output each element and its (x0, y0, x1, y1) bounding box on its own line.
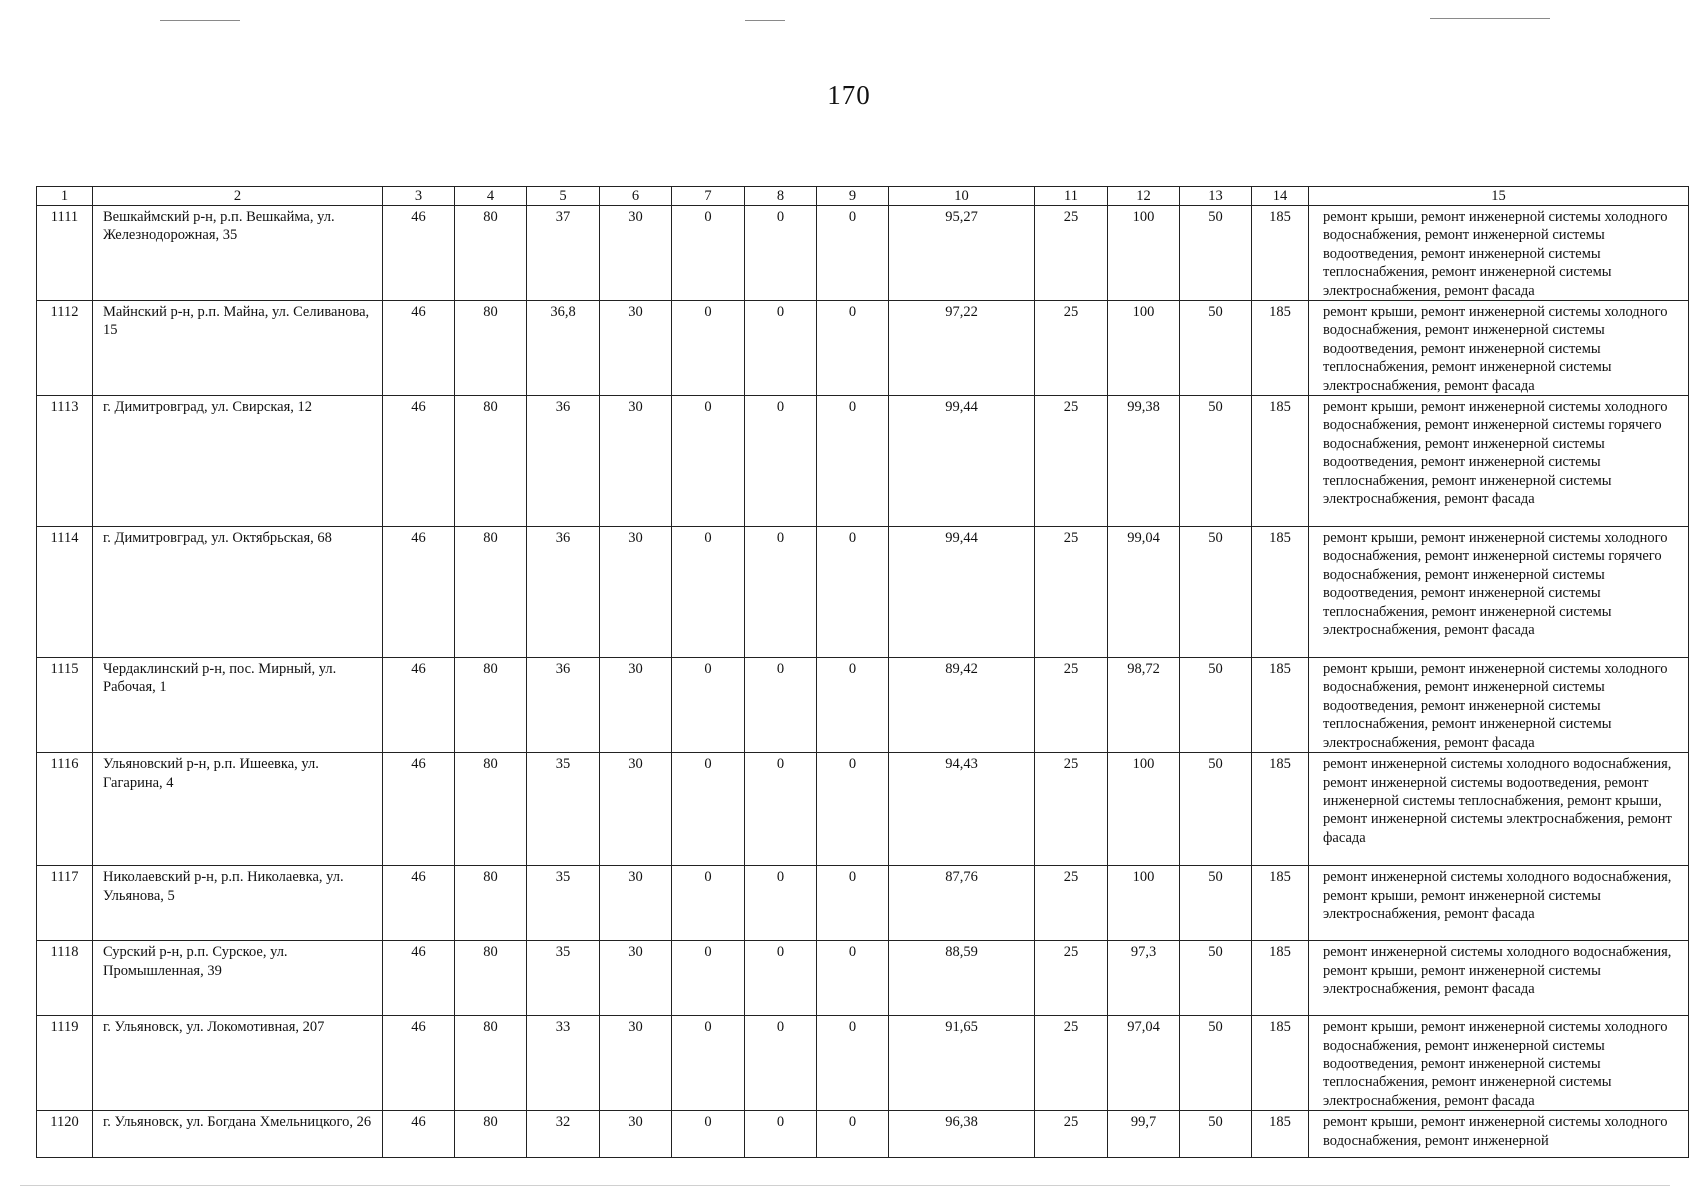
row-number: 1114 (37, 527, 93, 658)
cell-4: 80 (455, 658, 527, 753)
cell-4: 80 (455, 941, 527, 1016)
cell-4: 80 (455, 866, 527, 941)
column-header: 1 (37, 187, 93, 206)
cell-7: 0 (672, 753, 745, 866)
cell-13: 50 (1180, 658, 1252, 753)
cell-3: 46 (383, 1016, 455, 1111)
cell-7: 0 (672, 396, 745, 527)
cell-6: 30 (600, 301, 672, 396)
cell-14: 185 (1252, 1016, 1309, 1111)
column-header: 14 (1252, 187, 1309, 206)
cell-9: 0 (817, 301, 889, 396)
cell-3: 46 (383, 941, 455, 1016)
cell-11: 25 (1035, 866, 1108, 941)
address-cell: Сурский р-н, р.п. Сурское, ул. Промышленная, 39 (93, 941, 383, 1016)
works-cell: ремонт крыши, ремонт инженерной системы холодного водоснабжения, ремонт инженерной системы водоотведения, ремонт инженерной системы теплоснабжения, ремонт инженерной системы электроснабжения, ремонт фасада (1309, 301, 1689, 396)
table-row (37, 206, 1689, 301)
cell-5: 33 (527, 1016, 600, 1111)
works-cell: ремонт инженерной системы холодного водоснабжения, ремонт инженерной системы водоотведения, ремонт инженерной системы теплоснабжения, ремонт крыши, ремонт инженерной системы электроснабжения, ремонт фасада (1309, 753, 1689, 866)
works-cell: ремонт крыши, ремонт инженерной системы холодного водоснабжения, ремонт инженерной системы водоотведения, ремонт инженерной системы теплоснабжения, ремонт инженерной системы электроснабжения, ремонт фасада (1309, 206, 1689, 301)
cell-9: 0 (817, 866, 889, 941)
works-cell: ремонт крыши, ремонт инженерной системы холодного водоснабжения, ремонт инженерной системы водоотведения, ремонт инженерной системы теплоснабжения, ремонт инженерной системы электроснабжения, ремонт фасада (1309, 1016, 1689, 1111)
cell-5: 32 (527, 1111, 600, 1158)
cell-6: 30 (600, 206, 672, 301)
column-header: 7 (672, 187, 745, 206)
cell-9: 0 (817, 658, 889, 753)
cell-14: 185 (1252, 753, 1309, 866)
cell-3: 46 (383, 866, 455, 941)
column-header: 11 (1035, 187, 1108, 206)
column-header: 9 (817, 187, 889, 206)
row-number: 1120 (37, 1111, 93, 1158)
table-row (37, 941, 1689, 1016)
cell-10: 88,59 (889, 941, 1035, 1016)
cell-13: 50 (1180, 753, 1252, 866)
cell-9: 0 (817, 1111, 889, 1158)
cell-13: 50 (1180, 396, 1252, 527)
cell-14: 185 (1252, 1111, 1309, 1158)
cell-12: 97,3 (1108, 941, 1180, 1016)
cell-13: 50 (1180, 941, 1252, 1016)
cell-13: 50 (1180, 206, 1252, 301)
cell-9: 0 (817, 206, 889, 301)
cell-11: 25 (1035, 301, 1108, 396)
cell-11: 25 (1035, 396, 1108, 527)
cell-10: 91,65 (889, 1016, 1035, 1111)
cell-14: 185 (1252, 527, 1309, 658)
cell-12: 97,04 (1108, 1016, 1180, 1111)
works-cell: ремонт инженерной системы холодного водоснабжения, ремонт крыши, ремонт инженерной системы электроснабжения, ремонт фасада (1309, 941, 1689, 1016)
address-cell: Вешкаймский р-н, р.п. Вешкайма, ул. Железнодорожная, 35 (93, 206, 383, 301)
cell-4: 80 (455, 1016, 527, 1111)
cell-13: 50 (1180, 1016, 1252, 1111)
works-cell: ремонт крыши, ремонт инженерной системы холодного водоснабжения, ремонт инженерной системы горячего водоснабжения, ремонт инженерной системы водоотведения, ремонт инженерной системы теплоснабжения, ремонт инженерной системы электроснабжения, ремонт фасада (1309, 396, 1689, 527)
cell-3: 46 (383, 301, 455, 396)
row-number: 1113 (37, 396, 93, 527)
scan-noise (20, 1185, 1670, 1186)
column-header: 3 (383, 187, 455, 206)
cell-10: 97,22 (889, 301, 1035, 396)
scan-noise (745, 20, 785, 21)
cell-7: 0 (672, 527, 745, 658)
cell-10: 96,38 (889, 1111, 1035, 1158)
cell-8: 0 (745, 1111, 817, 1158)
cell-13: 50 (1180, 866, 1252, 941)
address-cell: г. Ульяновск, ул. Богдана Хмельницкого, 26 (93, 1111, 383, 1158)
cell-4: 80 (455, 527, 527, 658)
cell-3: 46 (383, 1111, 455, 1158)
column-header: 13 (1180, 187, 1252, 206)
cell-5: 36 (527, 396, 600, 527)
cell-12: 99,04 (1108, 527, 1180, 658)
cell-12: 99,38 (1108, 396, 1180, 527)
address-cell: г. Димитровград, ул. Октябрьская, 68 (93, 527, 383, 658)
column-header: 6 (600, 187, 672, 206)
cell-4: 80 (455, 206, 527, 301)
cell-10: 95,27 (889, 206, 1035, 301)
cell-7: 0 (672, 658, 745, 753)
cell-8: 0 (745, 658, 817, 753)
column-header: 5 (527, 187, 600, 206)
cell-14: 185 (1252, 396, 1309, 527)
table-row (37, 1016, 1689, 1111)
cell-11: 25 (1035, 1016, 1108, 1111)
cell-12: 100 (1108, 753, 1180, 866)
table-row (37, 753, 1689, 866)
column-header: 2 (93, 187, 383, 206)
column-header: 4 (455, 187, 527, 206)
cell-12: 99,7 (1108, 1111, 1180, 1158)
cell-7: 0 (672, 941, 745, 1016)
cell-3: 46 (383, 527, 455, 658)
cell-11: 25 (1035, 527, 1108, 658)
cell-8: 0 (745, 1016, 817, 1111)
cell-12: 100 (1108, 301, 1180, 396)
cell-6: 30 (600, 658, 672, 753)
table-row (37, 301, 1689, 396)
row-number: 1115 (37, 658, 93, 753)
cell-6: 30 (600, 527, 672, 658)
cell-6: 30 (600, 396, 672, 527)
cell-3: 46 (383, 753, 455, 866)
cell-10: 94,43 (889, 753, 1035, 866)
works-cell: ремонт крыши, ремонт инженерной системы холодного водоснабжения, ремонт инженерной системы горячего водоснабжения, ремонт инженерной системы водоотведения, ремонт инженерной системы теплоснабжения, ремонт инженерной системы электроснабжения, ремонт фасада (1309, 527, 1689, 658)
cell-13: 50 (1180, 1111, 1252, 1158)
cell-6: 30 (600, 1016, 672, 1111)
address-cell: Майнский р-н, р.п. Майна, ул. Селиванова, 15 (93, 301, 383, 396)
column-header: 12 (1108, 187, 1180, 206)
table-row (37, 396, 1689, 527)
page-number: 170 (827, 80, 871, 110)
cell-9: 0 (817, 1016, 889, 1111)
cell-8: 0 (745, 941, 817, 1016)
cell-7: 0 (672, 1111, 745, 1158)
row-number: 1116 (37, 753, 93, 866)
cell-10: 99,44 (889, 527, 1035, 658)
cell-8: 0 (745, 527, 817, 658)
cell-3: 46 (383, 396, 455, 527)
cell-9: 0 (817, 753, 889, 866)
cell-11: 25 (1035, 941, 1108, 1016)
repair-register-table (36, 186, 1689, 1158)
row-number: 1119 (37, 1016, 93, 1111)
cell-8: 0 (745, 866, 817, 941)
cell-4: 80 (455, 753, 527, 866)
cell-4: 80 (455, 396, 527, 527)
cell-9: 0 (817, 941, 889, 1016)
cell-3: 46 (383, 206, 455, 301)
cell-13: 50 (1180, 301, 1252, 396)
address-cell: Николаевский р-н, р.п. Николаевка, ул. Ульянова, 5 (93, 866, 383, 941)
cell-5: 36,8 (527, 301, 600, 396)
cell-14: 185 (1252, 866, 1309, 941)
table-row (37, 658, 1689, 753)
cell-8: 0 (745, 753, 817, 866)
address-cell: Ульяновский р-н, р.п. Ишеевка, ул. Гагарина, 4 (93, 753, 383, 866)
cell-10: 89,42 (889, 658, 1035, 753)
cell-12: 100 (1108, 866, 1180, 941)
cell-12: 98,72 (1108, 658, 1180, 753)
column-header: 8 (745, 187, 817, 206)
cell-7: 0 (672, 866, 745, 941)
cell-5: 36 (527, 658, 600, 753)
cell-10: 99,44 (889, 396, 1035, 527)
cell-5: 35 (527, 941, 600, 1016)
cell-11: 25 (1035, 658, 1108, 753)
row-number: 1112 (37, 301, 93, 396)
header-row (37, 187, 1689, 206)
cell-11: 25 (1035, 753, 1108, 866)
cell-11: 25 (1035, 1111, 1108, 1158)
scan-noise (1430, 18, 1550, 19)
cell-6: 30 (600, 753, 672, 866)
cell-5: 37 (527, 206, 600, 301)
scan-noise (160, 20, 240, 21)
cell-4: 80 (455, 1111, 527, 1158)
column-header: 15 (1309, 187, 1689, 206)
table-row (37, 1111, 1689, 1158)
cell-7: 0 (672, 1016, 745, 1111)
cell-9: 0 (817, 527, 889, 658)
cell-4: 80 (455, 301, 527, 396)
address-cell: г. Димитровград, ул. Свирская, 12 (93, 396, 383, 527)
cell-11: 25 (1035, 206, 1108, 301)
works-cell: ремонт крыши, ремонт инженерной системы холодного водоснабжения, ремонт инженерной системы водоотведения, ремонт инженерной системы теплоснабжения, ремонт инженерной системы электроснабжения, ремонт фасада (1309, 658, 1689, 753)
cell-6: 30 (600, 866, 672, 941)
row-number: 1118 (37, 941, 93, 1016)
cell-7: 0 (672, 301, 745, 396)
cell-10: 87,76 (889, 866, 1035, 941)
row-number: 1117 (37, 866, 93, 941)
table-row (37, 527, 1689, 658)
cell-3: 46 (383, 658, 455, 753)
cell-8: 0 (745, 301, 817, 396)
housing-repair-table (36, 186, 1672, 1158)
cell-6: 30 (600, 1111, 672, 1158)
cell-12: 100 (1108, 206, 1180, 301)
row-number: 1111 (37, 206, 93, 301)
works-cell: ремонт инженерной системы холодного водоснабжения, ремонт крыши, ремонт инженерной системы электроснабжения, ремонт фасада (1309, 866, 1689, 941)
cell-14: 185 (1252, 301, 1309, 396)
cell-9: 0 (817, 396, 889, 527)
cell-5: 35 (527, 866, 600, 941)
cell-5: 36 (527, 527, 600, 658)
cell-7: 0 (672, 206, 745, 301)
cell-5: 35 (527, 753, 600, 866)
cell-14: 185 (1252, 658, 1309, 753)
cell-13: 50 (1180, 527, 1252, 658)
address-cell: г. Ульяновск, ул. Локомотивная, 207 (93, 1016, 383, 1111)
address-cell: Чердаклинский р-н, пос. Мирный, ул. Рабочая, 1 (93, 658, 383, 753)
cell-14: 185 (1252, 941, 1309, 1016)
cell-6: 30 (600, 941, 672, 1016)
column-header: 10 (889, 187, 1035, 206)
cell-14: 185 (1252, 206, 1309, 301)
cell-8: 0 (745, 206, 817, 301)
works-cell: ремонт крыши, ремонт инженерной системы холодного водоснабжения, ремонт инженерной (1309, 1111, 1689, 1158)
table-row (37, 866, 1689, 941)
cell-8: 0 (745, 396, 817, 527)
